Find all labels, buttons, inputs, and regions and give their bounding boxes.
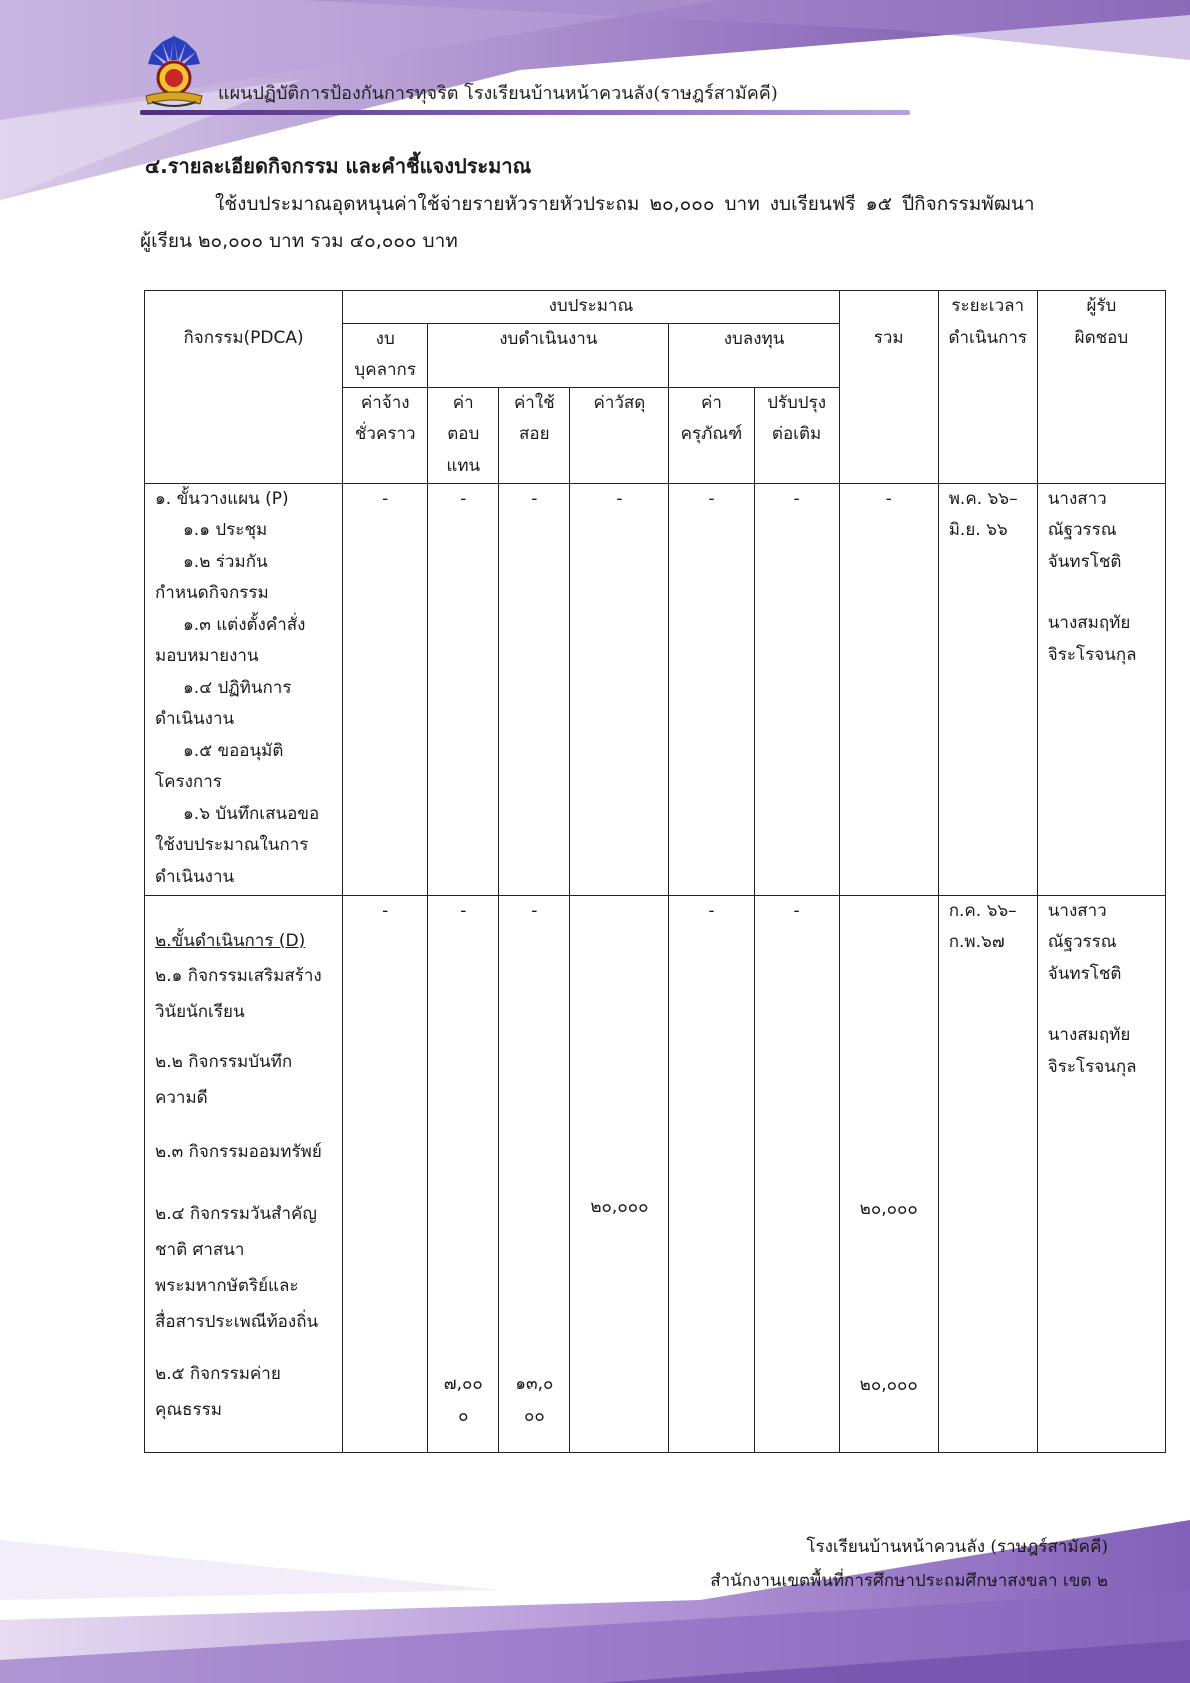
row1-activity-line: ดำเนินงาน: [155, 866, 235, 887]
page-footer: [710, 1530, 1108, 1598]
row1-temp-wage: -: [343, 483, 428, 895]
row1-activity-line: กำหนดกิจกรรม: [155, 583, 269, 603]
table-row: [145, 483, 1166, 895]
row2-renovation: -: [754, 895, 839, 1452]
header-activity: กิจกรรม(PDCA): [145, 291, 343, 484]
row1-activity-line: ใช้งบประมาณในการ: [155, 835, 309, 855]
row2-expense-dash: -: [531, 900, 538, 921]
row1-activity-line: ๑.๓ แต่งตั้งคำสั่ง: [183, 614, 306, 635]
intro-paragraph: [140, 186, 1110, 260]
header-compensation: ค่า ตอบ แทน: [428, 387, 499, 483]
header-investment: งบลงทุน: [669, 323, 839, 387]
row2-equipment: -: [669, 895, 754, 1452]
row2-materials: [570, 895, 669, 1452]
row2-activity-2-3: ๒.๓ กิจกรรมออมทรัพย์: [155, 1141, 322, 1162]
row1-activity-line: ๑.๖ บันทึกเสนอขอ: [183, 803, 320, 824]
header-responsible: ผู้รับ ผิดชอบ: [1037, 291, 1165, 484]
header-divider: [140, 110, 910, 115]
row2-activity: [145, 895, 343, 1452]
row1-equipment: -: [669, 483, 754, 895]
row2-expense: [499, 895, 570, 1452]
row1-activity-line: โครงการ: [155, 772, 222, 792]
header-total: รวม: [839, 291, 938, 484]
row1-total: -: [839, 483, 938, 895]
header-renovation: ปรับปรุง ต่อเติม: [754, 387, 839, 483]
intro-line-1: ใช้งบประมาณอุดหนุนค่าใช้จ่ายรายหัวรายหัวประถม ๒๐,๐๐๐ บาท งบเรียนฟรี ๑๕ ปีกิจกรรมพัฒนา: [215, 193, 1035, 215]
footer-office-name: สำนักงานเขตพื้นที่การศึกษาประถมศึกษาสงขลา เขต ๒: [710, 1571, 1108, 1591]
row2-activity-2-1: ๒.๑ กิจกรรมเสริมสร้าง วินัยนักเรียน: [155, 965, 322, 1022]
intro-line-2: ผู้เรียน ๒๐,๐๐๐ บาท รวม ๔๐,๐๐๐ บาท: [140, 230, 458, 252]
row1-expense: -: [499, 483, 570, 895]
row1-period: พ.ค. ๖๖– มิ.ย. ๖๖: [938, 483, 1037, 895]
header-equipment: ค่า ครุภัณฑ์: [669, 387, 754, 483]
row2-compensation: [428, 895, 499, 1452]
row1-compensation: -: [428, 483, 499, 895]
header-temp-wage: ค่าจ้าง ชั่วคราว: [343, 387, 428, 483]
row2-total: [839, 895, 938, 1452]
activity-budget-table: [144, 290, 1166, 1453]
header-materials: ค่าวัสดุ: [570, 387, 669, 483]
row2-total-2-5: ๒๐,๐๐๐: [859, 1374, 918, 1395]
row1-activity-line: ๑.๒ ร่วมกัน: [183, 551, 268, 572]
footer-school-name: โรงเรียนบ้านหน้าควนลัง (ราษฎร์สามัคคี): [806, 1537, 1108, 1557]
header-operation: งบดำเนินงาน: [428, 323, 669, 387]
row1-activity-line: ๑.๑ ประชุม: [183, 520, 268, 540]
page-header: [140, 30, 910, 120]
row2-activity-2-5: ๒.๕ กิจกรรมค่าย คุณธรรม: [155, 1363, 281, 1420]
table-row: [145, 895, 1166, 1452]
row2-materials-2-4: ๒๐,๐๐๐: [590, 1196, 649, 1217]
header-expense: ค่าใช้ สอย: [499, 387, 570, 483]
row1-materials: -: [570, 483, 669, 895]
row1-renovation: -: [754, 483, 839, 895]
header-budget: งบประมาณ: [343, 291, 839, 324]
header-title: แผนปฏิบัติการป้องกันการทุจริต โรงเรียนบ้านหน้าควนลัง(ราษฎร์สามัคคี): [218, 83, 778, 104]
row1-activity-line: ๑.๔ ปฏิทินการ: [183, 677, 292, 698]
header-personnel: งบ บุคลากร: [343, 323, 428, 387]
row2-temp-wage: -: [343, 895, 428, 1452]
row2-heading: ๒.ขั้นดำเนินการ (D): [155, 930, 306, 951]
row2-compensation-2-5: ๗,๐๐ ๐: [443, 1373, 483, 1426]
row2-compensation-dash: -: [460, 900, 467, 921]
header-period: ระยะเวลา ดำเนินการ: [938, 291, 1037, 484]
section-title: ๔.รายละเอียดกิจกรรม และคำชี้แจงประมาณ: [145, 154, 532, 178]
row1-activity-line: ดำเนินงาน: [155, 709, 235, 729]
row2-activity-2-2: ๒.๒ กิจกรรมบันทึก ความดี: [155, 1051, 293, 1108]
row1-activity-line: ๑.๕ ขออนุมัติ: [183, 740, 284, 761]
row2-expense-2-5: ๑๓,๐ ๐๐: [515, 1373, 554, 1426]
row2-responsible: นางสาว ณัฐวรรณ จันทรโชติ นางสมฤทัย จิระโรจนกุล: [1037, 895, 1165, 1452]
row2-total-2-4: ๒๐,๐๐๐: [859, 1198, 918, 1219]
school-emblem-icon: [140, 30, 208, 112]
row2-period: ก.ค. ๖๖– ก.พ.๖๗: [938, 895, 1037, 1452]
row1-activity-line: มอบหมายงาน: [155, 646, 259, 666]
row1-responsible: นางสาว ณัฐวรรณ จันทรโชติ นางสมฤทัย จิระโรจนกุล: [1037, 483, 1165, 895]
row2-activity-2-4: ๒.๔ กิจกรรมวันสำคัญ ชาติ ศาสนา พระมหากษัตริย์และ สื่อสารประเพณีท้องถิ่น: [155, 1203, 319, 1332]
row1-activity-line: ๑. ขั้นวางแผน (P): [155, 488, 289, 509]
row1-activity: [145, 483, 343, 895]
